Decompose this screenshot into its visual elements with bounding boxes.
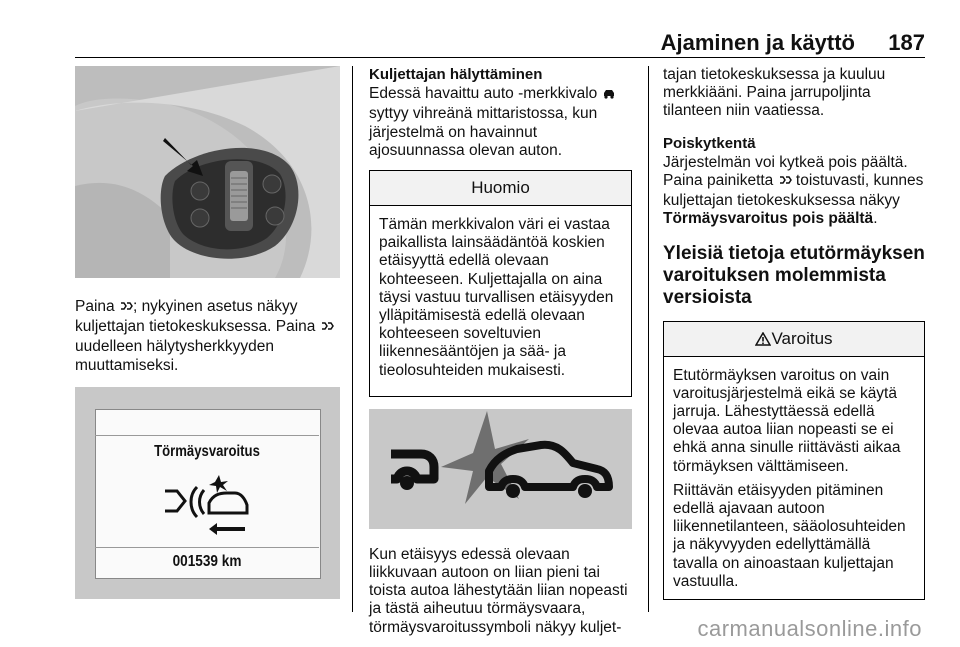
notice-title: Huomio <box>370 171 631 206</box>
col2-paragraph-1: Edessä havaittu auto -merkkivalo syttyy vihreänä mittaristossa, kun järjestelmä on havainnut ajosuunnassa olevan auton. <box>369 85 632 160</box>
notice-text: Tämän merkkivalon väri ei vastaa paikallista lainsäädäntöä koskien etäisyyttä edellä olevaan kohteeseen. Kuljettajalla on aina täysi vastuu turvallisen etäisyyden ylläpitämisestä edellä olevaan kohteeseen soveltuvien liikennesääntöjen ja sää- ja tieolosuhteiden mukaisesti. <box>379 216 614 379</box>
dic-display-photo <box>75 387 340 599</box>
page-number: 187 <box>888 30 925 55</box>
following-distance-icon <box>778 174 792 192</box>
collision-illustration <box>369 409 632 529</box>
warning-box <box>663 321 925 600</box>
page-title: Ajaminen ja käyttö <box>660 30 855 55</box>
warning-header <box>664 322 924 357</box>
col3-paragraph-1: tajan tietokeskuksessa ja kuuluu merkkiääni. Paina jarrupoljinta tilanteen niin vaatiessa. <box>663 66 886 120</box>
col2-paragraph-2: Kun etäisyys edessä olevaan liikkuvaan autoon on liian pieni tai toista autoa lähestytään liian nopeasti ja tästä aiheutuu törmäysvaara, törmäysvaroitussymboli näkyy kuljet- <box>369 545 628 636</box>
warning-title: Varoitus <box>771 328 833 348</box>
column-divider-1 <box>352 66 353 612</box>
odometer-reading: 001539 km <box>172 552 242 570</box>
section-heading: Yleisiä tietoja etutörmäyksen varoituksen molemmista versioista <box>663 242 925 308</box>
display-title: Törmäysvaroitus <box>154 442 260 460</box>
steering-wheel-photo <box>75 66 340 278</box>
column-3 <box>663 66 925 600</box>
warning-text-2: Riittävän etäisyyden pitäminen edellä ajavaan autoon liikennetilanteen, sääolosuhteiden ja näkyvyyden edellyttämällä tavalla on ainoastaan kuljettajan vastuulla. <box>673 481 906 590</box>
following-distance-icon <box>119 300 133 318</box>
col3-paragraph-2: Järjestelmän voi kytkeä pois päältä. Paina painiketta toistuvasti, kunnes kuljettajan tietokeskuksessa näkyy Törmäysvaroitus pois päältä. <box>663 153 924 228</box>
header-rule <box>75 57 925 58</box>
warning-triangle-icon <box>755 324 771 358</box>
column-2 <box>369 66 632 647</box>
sub-heading: Poiskytkentä <box>663 134 756 152</box>
following-distance-icon <box>320 320 334 338</box>
column-1 <box>75 66 340 599</box>
warning-text-1: Etutörmäyksen varoitus on vain varoitusjärjestelmä eikä se käytä jarruja. Lähestyttäessä edellä olevaa autoa liian nopeasti se ei ehkä anna sinulle riittävästi aikaa törmäyksen välttämiseen. <box>673 366 901 475</box>
notice-box <box>369 170 632 397</box>
column-divider-2 <box>648 66 649 612</box>
page-header <box>75 30 925 55</box>
col1-paragraph: Paina ; nykyinen asetus näkyy kuljettajan tietokeskuksessa. Paina uudelleen hälytysherkkyyden muuttamiseksi. <box>75 298 340 375</box>
collision-alert-icon <box>157 473 257 537</box>
vehicle-ahead-icon <box>602 87 616 105</box>
section-heading: Kuljettajan hälyttäminen <box>369 66 543 83</box>
watermark: carmanualsonline.info <box>697 616 922 641</box>
